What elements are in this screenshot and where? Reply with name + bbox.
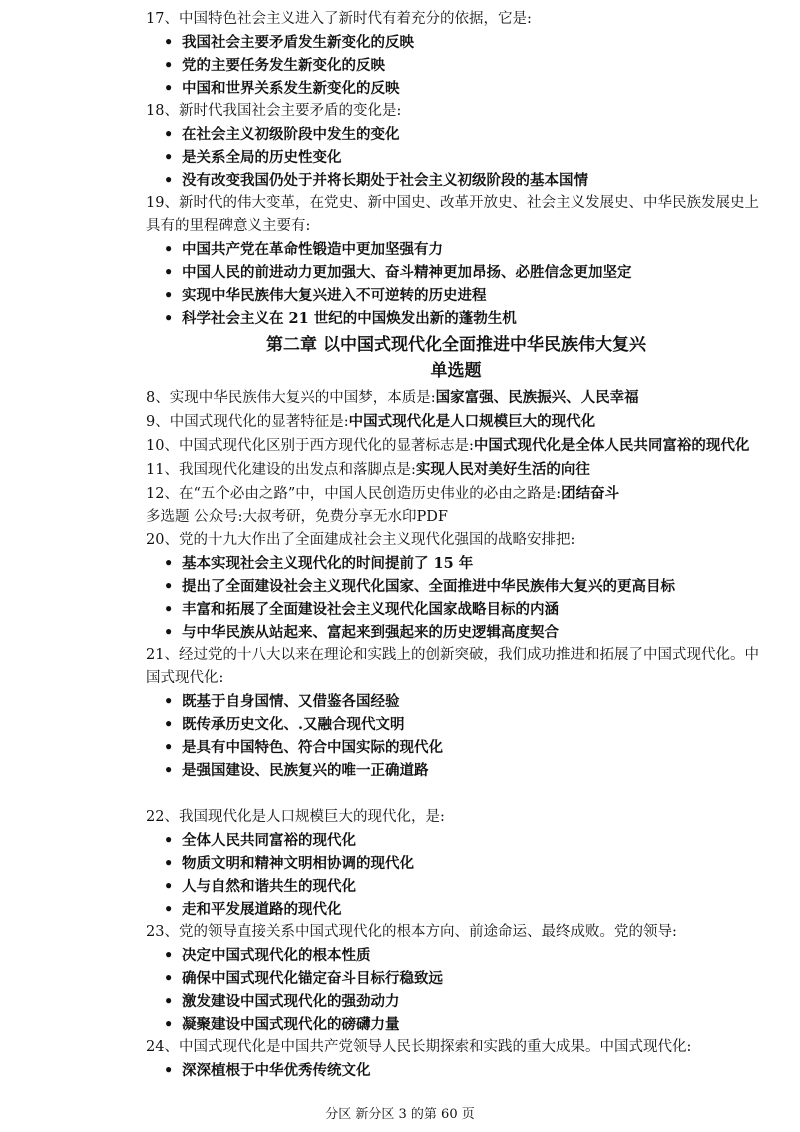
list-item: • 走和平发展道路的现代化	[164, 898, 766, 921]
question-9-prompt: 9、中国式现代化的显著特征是:	[146, 414, 349, 430]
multi-choice-line: 多选题 公众号:大叔考研，免费分享无水印PDF	[146, 509, 448, 525]
list-item: • 没有改变我国仍处于并将长期处于社会主义初级阶段的基本国情	[164, 169, 766, 192]
list-item: • 既传承历史文化、.又融合现代文明	[164, 713, 766, 736]
list-item: • 在社会主义初级阶段中发生的变化	[164, 123, 766, 146]
list-item: • 与中华民族从站起来、富起来到强起来的历史逻辑高度契合	[164, 621, 766, 644]
list-item: • 物质文明和精神文明相协调的现代化	[164, 852, 766, 875]
question-21-options	[146, 690, 766, 782]
question-22-options	[146, 829, 766, 921]
question-19-options	[146, 238, 766, 330]
question-18-options	[146, 123, 766, 192]
list-item: • 党的主要任务发生新变化的反映	[164, 54, 766, 77]
list-item: • 深深植根于中华优秀传统文化	[164, 1059, 766, 1082]
list-item: • 中国和世界关系发生新变化的反映	[164, 77, 766, 100]
question-17: 17、中国特色社会主义进入了新时代有着充分的依据，它是:	[146, 11, 532, 27]
blank-line	[146, 782, 766, 806]
list-item: • 基本实现社会主义现代化的时间提前了 15 年	[164, 552, 766, 575]
page-footer: 分区 新分区 3 的第 60 页	[325, 1107, 475, 1122]
question-12-prompt: 12、在“五个必由之路”中，中国人民创造历史伟业的必由之路是:	[146, 486, 562, 502]
list-item: • 是具有中国特色、符合中国实际的现代化	[164, 736, 766, 759]
document-content	[146, 8, 766, 1082]
list-item: • 中国共产党在革命性锻造中更加坚强有力	[164, 238, 766, 261]
question-9	[146, 410, 766, 434]
list-item: • 既基于自身国情、又借鉴各国经验	[164, 690, 766, 713]
question-22: 22、我国现代化是人口规模巨大的现代化，是:	[146, 809, 445, 825]
question-18: 18、新时代我国社会主要矛盾的变化是:	[146, 103, 402, 119]
question-10-11	[146, 434, 766, 482]
question-23: 23、党的领导直接关系中国式现代化的根本方向、前途命运、最终成败。党的领导:	[146, 924, 677, 940]
question-11-prompt: 11、我国现代化建设的出发点和落脚点是:	[146, 462, 416, 478]
question-20: 20、党的十九大作出了全面建成社会主义现代化强国的战略安排把:	[146, 532, 576, 548]
list-item: • 中国人民的前进动力更加强大、奋斗精神更加昂扬、必胜信念更加坚定	[164, 261, 766, 284]
question-17-options	[146, 31, 766, 100]
question-24: 24、中国式现代化是中国共产党领导人民长期探索和实践的重大成果。中国式现代化:	[146, 1039, 692, 1055]
list-item: • 决定中国式现代化的根本性质	[164, 944, 766, 967]
question-8	[146, 386, 766, 410]
list-item: • 是强国建设、民族复兴的唯一正确道路	[164, 759, 766, 782]
single-choice-heading: 单选题	[430, 361, 482, 381]
list-item: • 我国社会主要矛盾发生新变化的反映	[164, 31, 766, 54]
question-8-answer: 国家富强、民族振兴、人民幸福	[435, 389, 639, 406]
question-20-options	[146, 552, 766, 644]
list-item: • 确保中国式现代化锚定奋斗目标行稳致远	[164, 967, 766, 990]
question-12-answer: 团结奋斗	[561, 485, 620, 502]
question-10-answer: 中国式现代化是全体人民共同富裕的现代化	[473, 437, 750, 454]
question-24-options	[146, 1059, 766, 1082]
list-item: • 凝聚建设中国式现代化的磅礴力量	[164, 1013, 766, 1036]
question-11-answer: 实现人民对美好生活的向往	[415, 461, 590, 478]
question-21: 21、经过党的十八大以来在理论和实践上的创新突破，我们成功推进和拓展了中国式现代化。中国式现代化:	[146, 647, 759, 686]
list-item: • 实现中华民族伟大复兴进入不可逆转的历史进程	[164, 284, 766, 307]
question-9-answer: 中国式现代化是人口规模巨大的现代化	[348, 413, 596, 430]
list-item: • 是关系全局的历史性变化	[164, 146, 766, 169]
list-item: • 丰富和拓展了全面建设社会主义现代化国家战略目标的内涵	[164, 598, 766, 621]
question-12	[146, 482, 766, 506]
list-item: • 提出了全面建设社会主义现代化国家、全面推进中华民族伟大复兴的更高目标	[164, 575, 766, 598]
question-10-prompt: 10、中国式现代化区别于西方现代化的显著标志是:	[146, 438, 474, 454]
list-item: • 科学社会主义在 21 世纪的中国焕发出新的蓬勃生机	[164, 307, 766, 330]
question-23-options	[146, 944, 766, 1036]
chapter-title: 第二章 以中国式现代化全面推进中华民族伟大复兴	[266, 335, 646, 355]
list-item: • 人与自然和谐共生的现代化	[164, 875, 766, 898]
list-item: • 激发建设中国式现代化的强劲动力	[164, 990, 766, 1013]
question-8-prompt: 8、实现中华民族伟大复兴的中国梦，本质是:	[146, 390, 436, 406]
list-item: • 全体人民共同富裕的现代化	[164, 829, 766, 852]
question-19: 19、新时代的伟大变革，在党史、新中国史、改革开放史、社会主义发展史、中华民族发展史上具有的里程碑意义主要有:	[146, 195, 759, 234]
